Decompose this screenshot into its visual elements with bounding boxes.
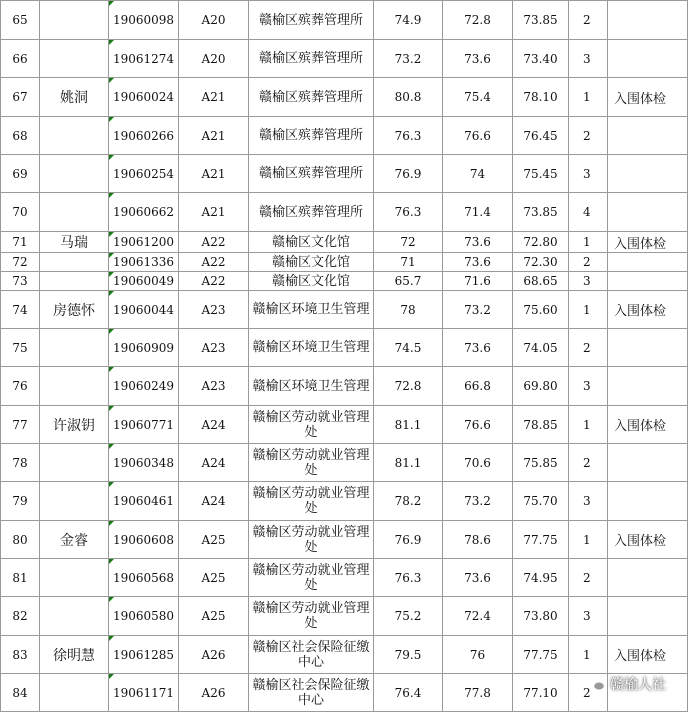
remark-cell (608, 329, 688, 367)
table-row (1, 155, 688, 193)
total-score-cell: 68.65 (513, 272, 569, 291)
rank-cell: 1 (569, 636, 608, 674)
rank-cell: 2 (569, 329, 608, 367)
exam-id-cell: 19061336 (109, 253, 179, 272)
remark-cell: 入围体检 (608, 636, 688, 674)
interview-score-cell: 74 (443, 155, 513, 193)
written-score-cell: 80.8 (374, 78, 443, 117)
rank-cell: 2 (569, 253, 608, 272)
total-score-cell: 73.85 (513, 193, 569, 232)
position-code-cell: A25 (179, 597, 249, 636)
remark-cell (608, 1, 688, 40)
total-score-cell: 75.60 (513, 291, 569, 329)
rank-cell: 3 (569, 272, 608, 291)
account-watermark (586, 674, 666, 694)
row-seq-cell: 66 (1, 40, 40, 78)
rank-cell: 3 (569, 597, 608, 636)
hiring-unit-cell: 赣榆区环境卫生管理 (249, 329, 374, 367)
exam-id-cell: 19060254 (109, 155, 179, 193)
total-score-cell: 69.80 (513, 367, 569, 406)
remark-cell (608, 117, 688, 155)
hiring-unit-cell: 赣榆区殡葬管理所 (249, 155, 374, 193)
rank-cell: 1 (569, 291, 608, 329)
position-code-cell: A24 (179, 482, 249, 521)
row-seq-cell: 81 (1, 559, 40, 597)
row-seq-cell: 73 (1, 272, 40, 291)
row-seq-cell: 84 (1, 674, 40, 712)
total-score-cell: 75.45 (513, 155, 569, 193)
candidate-name-cell: 金睿 (40, 521, 109, 559)
table-row (1, 232, 688, 253)
row-seq-cell: 78 (1, 444, 40, 482)
total-score-cell: 78.85 (513, 406, 569, 444)
remark-cell (608, 193, 688, 232)
candidate-name-cell (40, 40, 109, 78)
exam-id-cell: 19060461 (109, 482, 179, 521)
remark-cell: 入围体检 (608, 78, 688, 117)
total-score-cell: 77.10 (513, 674, 569, 712)
row-seq-cell: 83 (1, 636, 40, 674)
remark-cell: 入围体检 (608, 291, 688, 329)
position-code-cell: A23 (179, 291, 249, 329)
rank-cell: 2 (569, 674, 608, 712)
position-code-cell: A21 (179, 193, 249, 232)
table-row (1, 482, 688, 521)
rank-cell: 3 (569, 482, 608, 521)
exam-id-cell: 19060249 (109, 367, 179, 406)
written-score-cell: 76.3 (374, 117, 443, 155)
hiring-unit-cell: 赣榆区殡葬管理所 (249, 78, 374, 117)
hiring-unit-cell: 赣榆区劳动就业管理处 (249, 444, 374, 482)
written-score-cell: 81.1 (374, 444, 443, 482)
row-seq-cell: 72 (1, 253, 40, 272)
table-row (1, 1, 688, 40)
position-code-cell: A26 (179, 636, 249, 674)
table-row (1, 597, 688, 636)
candidate-name-cell (40, 674, 109, 712)
candidate-name-cell: 许淑钥 (40, 406, 109, 444)
interview-score-cell: 73.2 (443, 482, 513, 521)
candidate-name-cell (40, 272, 109, 291)
remark-cell (608, 597, 688, 636)
rank-cell: 2 (569, 117, 608, 155)
row-seq-cell: 69 (1, 155, 40, 193)
hiring-unit-cell: 赣榆区劳动就业管理处 (249, 406, 374, 444)
total-score-cell: 74.05 (513, 329, 569, 367)
table-row (1, 272, 688, 291)
candidate-name-cell (40, 329, 109, 367)
written-score-cell: 76.3 (374, 193, 443, 232)
position-code-cell: A23 (179, 329, 249, 367)
table-row (1, 521, 688, 559)
interview-score-cell: 73.6 (443, 253, 513, 272)
candidate-name-cell (40, 559, 109, 597)
position-code-cell: A23 (179, 367, 249, 406)
table-row (1, 559, 688, 597)
position-code-cell: A22 (179, 232, 249, 253)
position-code-cell: A21 (179, 155, 249, 193)
exam-id-cell: 19060348 (109, 444, 179, 482)
remark-cell: 入围体检 (608, 521, 688, 559)
total-score-cell: 72.80 (513, 232, 569, 253)
table-row (1, 40, 688, 78)
written-score-cell: 76.9 (374, 155, 443, 193)
exam-id-cell: 19060049 (109, 272, 179, 291)
exam-id-cell: 19060568 (109, 559, 179, 597)
watermark-text: 赣榆人社 (610, 677, 666, 693)
remark-cell (608, 40, 688, 78)
exam-id-cell: 19061274 (109, 40, 179, 78)
total-score-cell: 73.85 (513, 1, 569, 40)
hiring-unit-cell: 赣榆区殡葬管理所 (249, 40, 374, 78)
written-score-cell: 73.2 (374, 40, 443, 78)
exam-id-cell: 19061200 (109, 232, 179, 253)
position-code-cell: A26 (179, 674, 249, 712)
table-row (1, 367, 688, 406)
rank-cell: 1 (569, 521, 608, 559)
position-code-cell: A25 (179, 521, 249, 559)
written-score-cell: 72 (374, 232, 443, 253)
total-score-cell: 75.70 (513, 482, 569, 521)
row-seq-cell: 67 (1, 78, 40, 117)
interview-score-cell: 73.6 (443, 40, 513, 78)
row-seq-cell: 75 (1, 329, 40, 367)
written-score-cell: 76.3 (374, 559, 443, 597)
remark-cell (608, 253, 688, 272)
written-score-cell: 81.1 (374, 406, 443, 444)
candidate-name-cell (40, 367, 109, 406)
remark-cell (608, 444, 688, 482)
candidate-name-cell: 马瑞 (40, 232, 109, 253)
written-score-cell: 76.9 (374, 521, 443, 559)
interview-score-cell: 71.6 (443, 272, 513, 291)
written-score-cell: 79.5 (374, 636, 443, 674)
position-code-cell: A25 (179, 559, 249, 597)
interview-score-cell: 66.8 (443, 367, 513, 406)
written-score-cell: 78.2 (374, 482, 443, 521)
rank-cell: 2 (569, 444, 608, 482)
row-seq-cell: 82 (1, 597, 40, 636)
exam-id-cell: 19060044 (109, 291, 179, 329)
total-score-cell: 75.85 (513, 444, 569, 482)
exam-id-cell: 19060266 (109, 117, 179, 155)
interview-score-cell: 72.8 (443, 1, 513, 40)
candidate-name-cell: 徐明慧 (40, 636, 109, 674)
total-score-cell: 72.30 (513, 253, 569, 272)
position-code-cell: A24 (179, 444, 249, 482)
interview-score-cell: 71.4 (443, 193, 513, 232)
candidate-name-cell (40, 155, 109, 193)
table-row (1, 253, 688, 272)
row-seq-cell: 79 (1, 482, 40, 521)
interview-score-cell: 76 (443, 636, 513, 674)
candidate-name-cell (40, 597, 109, 636)
row-seq-cell: 68 (1, 117, 40, 155)
hiring-unit-cell: 赣榆区殡葬管理所 (249, 1, 374, 40)
rank-cell: 2 (569, 559, 608, 597)
candidate-name-cell (40, 253, 109, 272)
hiring-unit-cell: 赣榆区劳动就业管理处 (249, 559, 374, 597)
total-score-cell: 76.45 (513, 117, 569, 155)
total-score-cell: 77.75 (513, 636, 569, 674)
rank-cell: 4 (569, 193, 608, 232)
written-score-cell: 74.5 (374, 329, 443, 367)
interview-score-cell: 72.4 (443, 597, 513, 636)
position-code-cell: A24 (179, 406, 249, 444)
written-score-cell: 65.7 (374, 272, 443, 291)
table-row (1, 329, 688, 367)
hiring-unit-cell: 赣榆区环境卫生管理 (249, 367, 374, 406)
remark-cell (608, 482, 688, 521)
interview-score-cell: 73.6 (443, 232, 513, 253)
interview-score-cell: 78.6 (443, 521, 513, 559)
position-code-cell: A22 (179, 272, 249, 291)
hiring-unit-cell: 赣榆区社会保险征缴中心 (249, 636, 374, 674)
interview-score-cell: 73.2 (443, 291, 513, 329)
hiring-unit-cell: 赣榆区殡葬管理所 (249, 117, 374, 155)
total-score-cell: 73.80 (513, 597, 569, 636)
hiring-unit-cell: 赣榆区环境卫生管理 (249, 291, 374, 329)
table-row (1, 193, 688, 232)
position-code-cell: A20 (179, 40, 249, 78)
exam-id-cell: 19060580 (109, 597, 179, 636)
hiring-unit-cell: 赣榆区劳动就业管理处 (249, 521, 374, 559)
exam-id-cell: 19061171 (109, 674, 179, 712)
candidate-name-cell (40, 444, 109, 482)
table-row (1, 444, 688, 482)
candidate-name-cell (40, 1, 109, 40)
interview-score-cell: 73.6 (443, 559, 513, 597)
written-score-cell: 71 (374, 253, 443, 272)
exam-id-cell: 19061285 (109, 636, 179, 674)
total-score-cell: 78.10 (513, 78, 569, 117)
table-row (1, 78, 688, 117)
wechat-icon (586, 676, 606, 692)
rank-cell: 1 (569, 406, 608, 444)
candidate-name-cell (40, 117, 109, 155)
exam-id-cell: 19060098 (109, 1, 179, 40)
written-score-cell: 75.2 (374, 597, 443, 636)
table-row (1, 406, 688, 444)
rank-cell: 3 (569, 367, 608, 406)
candidate-name-cell (40, 193, 109, 232)
candidate-name-cell: 房德怀 (40, 291, 109, 329)
row-seq-cell: 76 (1, 367, 40, 406)
row-seq-cell: 80 (1, 521, 40, 559)
interview-score-cell: 76.6 (443, 406, 513, 444)
interview-score-cell: 76.6 (443, 117, 513, 155)
exam-id-cell: 19060662 (109, 193, 179, 232)
total-score-cell: 77.75 (513, 521, 569, 559)
written-score-cell: 72.8 (374, 367, 443, 406)
position-code-cell: A22 (179, 253, 249, 272)
position-code-cell: A21 (179, 78, 249, 117)
hiring-unit-cell: 赣榆区劳动就业管理处 (249, 597, 374, 636)
hiring-unit-cell: 赣榆区文化馆 (249, 253, 374, 272)
rank-cell: 3 (569, 155, 608, 193)
rank-cell: 2 (569, 1, 608, 40)
row-seq-cell: 77 (1, 406, 40, 444)
exam-id-cell: 19060608 (109, 521, 179, 559)
candidate-name-cell (40, 482, 109, 521)
position-code-cell: A21 (179, 117, 249, 155)
written-score-cell: 76.4 (374, 674, 443, 712)
remark-cell (608, 559, 688, 597)
interview-score-cell: 73.6 (443, 329, 513, 367)
total-score-cell: 74.95 (513, 559, 569, 597)
row-seq-cell: 71 (1, 232, 40, 253)
written-score-cell: 78 (374, 291, 443, 329)
remark-cell (608, 272, 688, 291)
row-seq-cell: 70 (1, 193, 40, 232)
remark-cell: 入围体检 (608, 232, 688, 253)
exam-id-cell: 19060771 (109, 406, 179, 444)
table-row (1, 674, 688, 712)
row-seq-cell: 74 (1, 291, 40, 329)
table-row (1, 291, 688, 329)
rank-cell: 3 (569, 40, 608, 78)
rank-cell: 1 (569, 232, 608, 253)
row-seq-cell: 65 (1, 1, 40, 40)
table-row (1, 117, 688, 155)
hiring-unit-cell: 赣榆区文化馆 (249, 232, 374, 253)
remark-cell: 入围体检 (608, 406, 688, 444)
written-score-cell: 74.9 (374, 1, 443, 40)
remark-cell (608, 155, 688, 193)
remark-cell (608, 367, 688, 406)
position-code-cell: A20 (179, 1, 249, 40)
interview-score-cell: 75.4 (443, 78, 513, 117)
total-score-cell: 73.40 (513, 40, 569, 78)
interview-score-cell: 70.6 (443, 444, 513, 482)
hiring-unit-cell: 赣榆区社会保险征缴中心 (249, 674, 374, 712)
exam-id-cell: 19060909 (109, 329, 179, 367)
hiring-unit-cell: 赣榆区文化馆 (249, 272, 374, 291)
table-row (1, 636, 688, 674)
hiring-unit-cell: 赣榆区劳动就业管理处 (249, 482, 374, 521)
hiring-unit-cell: 赣榆区殡葬管理所 (249, 193, 374, 232)
rank-cell: 1 (569, 78, 608, 117)
candidate-name-cell: 姚洞 (40, 78, 109, 117)
exam-id-cell: 19060024 (109, 78, 179, 117)
interview-score-cell: 77.8 (443, 674, 513, 712)
